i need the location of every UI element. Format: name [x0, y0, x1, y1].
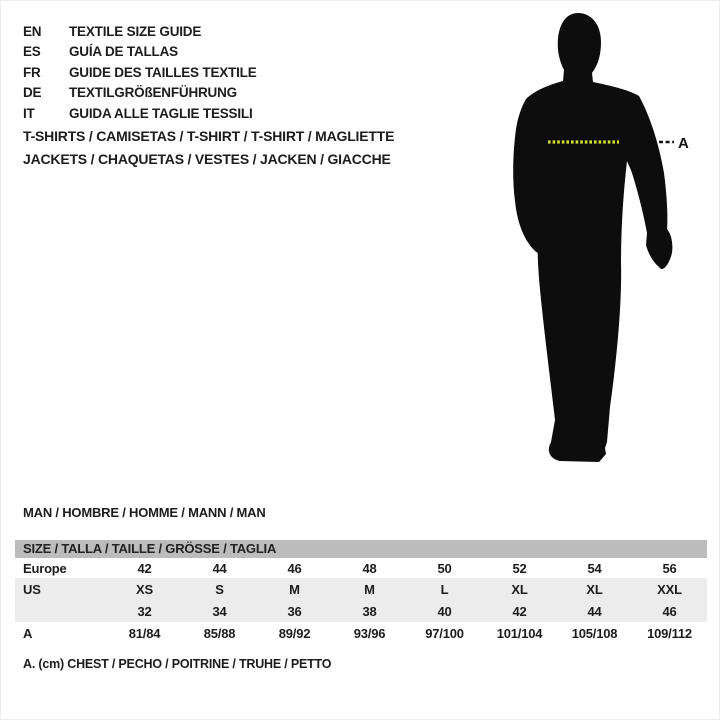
- size-cell: 34: [212, 603, 227, 619]
- size-cell: 101/104: [496, 626, 543, 641]
- language-name: TEXTILE SIZE GUIDE: [69, 23, 202, 39]
- language-row: [23, 83, 257, 104]
- size-cell: XL: [511, 581, 528, 597]
- language-code: ES: [23, 44, 41, 60]
- size-cell: 97/100: [425, 626, 464, 641]
- table-row-us: [15, 578, 707, 600]
- size-cell: M: [364, 581, 375, 597]
- language-name: GUIDA ALLE TAGLIE TESSILI: [69, 105, 253, 121]
- size-cell: 44: [212, 560, 227, 576]
- language-name: TEXTILGRÖßENFÜHRUNG: [69, 85, 237, 101]
- size-cell: XXL: [657, 581, 682, 597]
- size-cell: 44: [587, 603, 602, 619]
- measure-point-label: A: [678, 135, 689, 152]
- size-cell: 38: [362, 603, 377, 619]
- size-cell: 36: [287, 603, 302, 619]
- language-row: [23, 42, 257, 63]
- size-cell: 85/88: [203, 626, 236, 641]
- category-tshirts: T-SHIRTS / CAMISETAS / T-SHIRT / T-SHIRT / MAGLIETTE: [23, 128, 395, 144]
- language-code: FR: [23, 64, 41, 80]
- category-jackets: JACKETS / CHAQUETAS / VESTES / JACKEN / GIACCHE: [23, 151, 391, 167]
- size-cell: XS: [136, 581, 153, 597]
- language-name: GUIDE DES TAILLES TEXTILE: [69, 64, 257, 80]
- size-cell: 89/92: [278, 626, 311, 641]
- size-table-header: SIZE / TALLA / TAILLE / GRÖSSE / TAGLIA: [15, 540, 707, 558]
- size-cell: 109/112: [647, 626, 692, 641]
- man-figure: [471, 1, 716, 471]
- language-row: [23, 62, 257, 83]
- language-code: DE: [23, 85, 42, 101]
- language-name: GUÍA DE TALLAS: [69, 44, 178, 60]
- size-cell: M: [289, 581, 300, 597]
- row-label: US: [23, 581, 41, 597]
- size-table: [15, 540, 707, 645]
- size-cell: 54: [587, 560, 602, 576]
- size-cell: 48: [362, 560, 377, 576]
- size-cell: 81/84: [128, 626, 161, 641]
- size-cell: 50: [437, 560, 452, 576]
- footnote: A. (cm) CHEST / PECHO / POITRINE / TRUHE / PETTO: [23, 657, 332, 671]
- size-cell: 40: [437, 603, 452, 619]
- man-silhouette: [513, 13, 672, 462]
- size-cell: 46: [662, 603, 677, 619]
- size-cell: 42: [137, 560, 152, 576]
- language-list: [23, 21, 257, 124]
- row-label: A: [23, 626, 33, 641]
- table-row-uk: [15, 600, 707, 622]
- man-figure-svg: [471, 1, 716, 471]
- size-cell: 46: [287, 560, 302, 576]
- size-cell: 52: [512, 560, 527, 576]
- size-cell: S: [215, 581, 224, 597]
- section-title: MAN / HOMBRE / HOMME / MANN / MAN: [23, 505, 266, 520]
- size-cell: 105/108: [571, 626, 618, 641]
- size-cell: 93/96: [353, 626, 386, 641]
- size-cell: L: [440, 581, 449, 597]
- table-row-europe: [15, 558, 707, 578]
- language-code: EN: [23, 23, 42, 39]
- size-cell: 56: [662, 560, 677, 576]
- language-row: [23, 103, 257, 124]
- row-label: Europe: [23, 560, 67, 576]
- size-cell: 42: [512, 603, 527, 619]
- size-cell: XL: [586, 581, 603, 597]
- size-cell: 32: [137, 603, 152, 619]
- language-code: IT: [23, 105, 35, 121]
- table-row-chest: [15, 622, 707, 645]
- language-row: [23, 21, 257, 42]
- garment-categories: [23, 125, 394, 171]
